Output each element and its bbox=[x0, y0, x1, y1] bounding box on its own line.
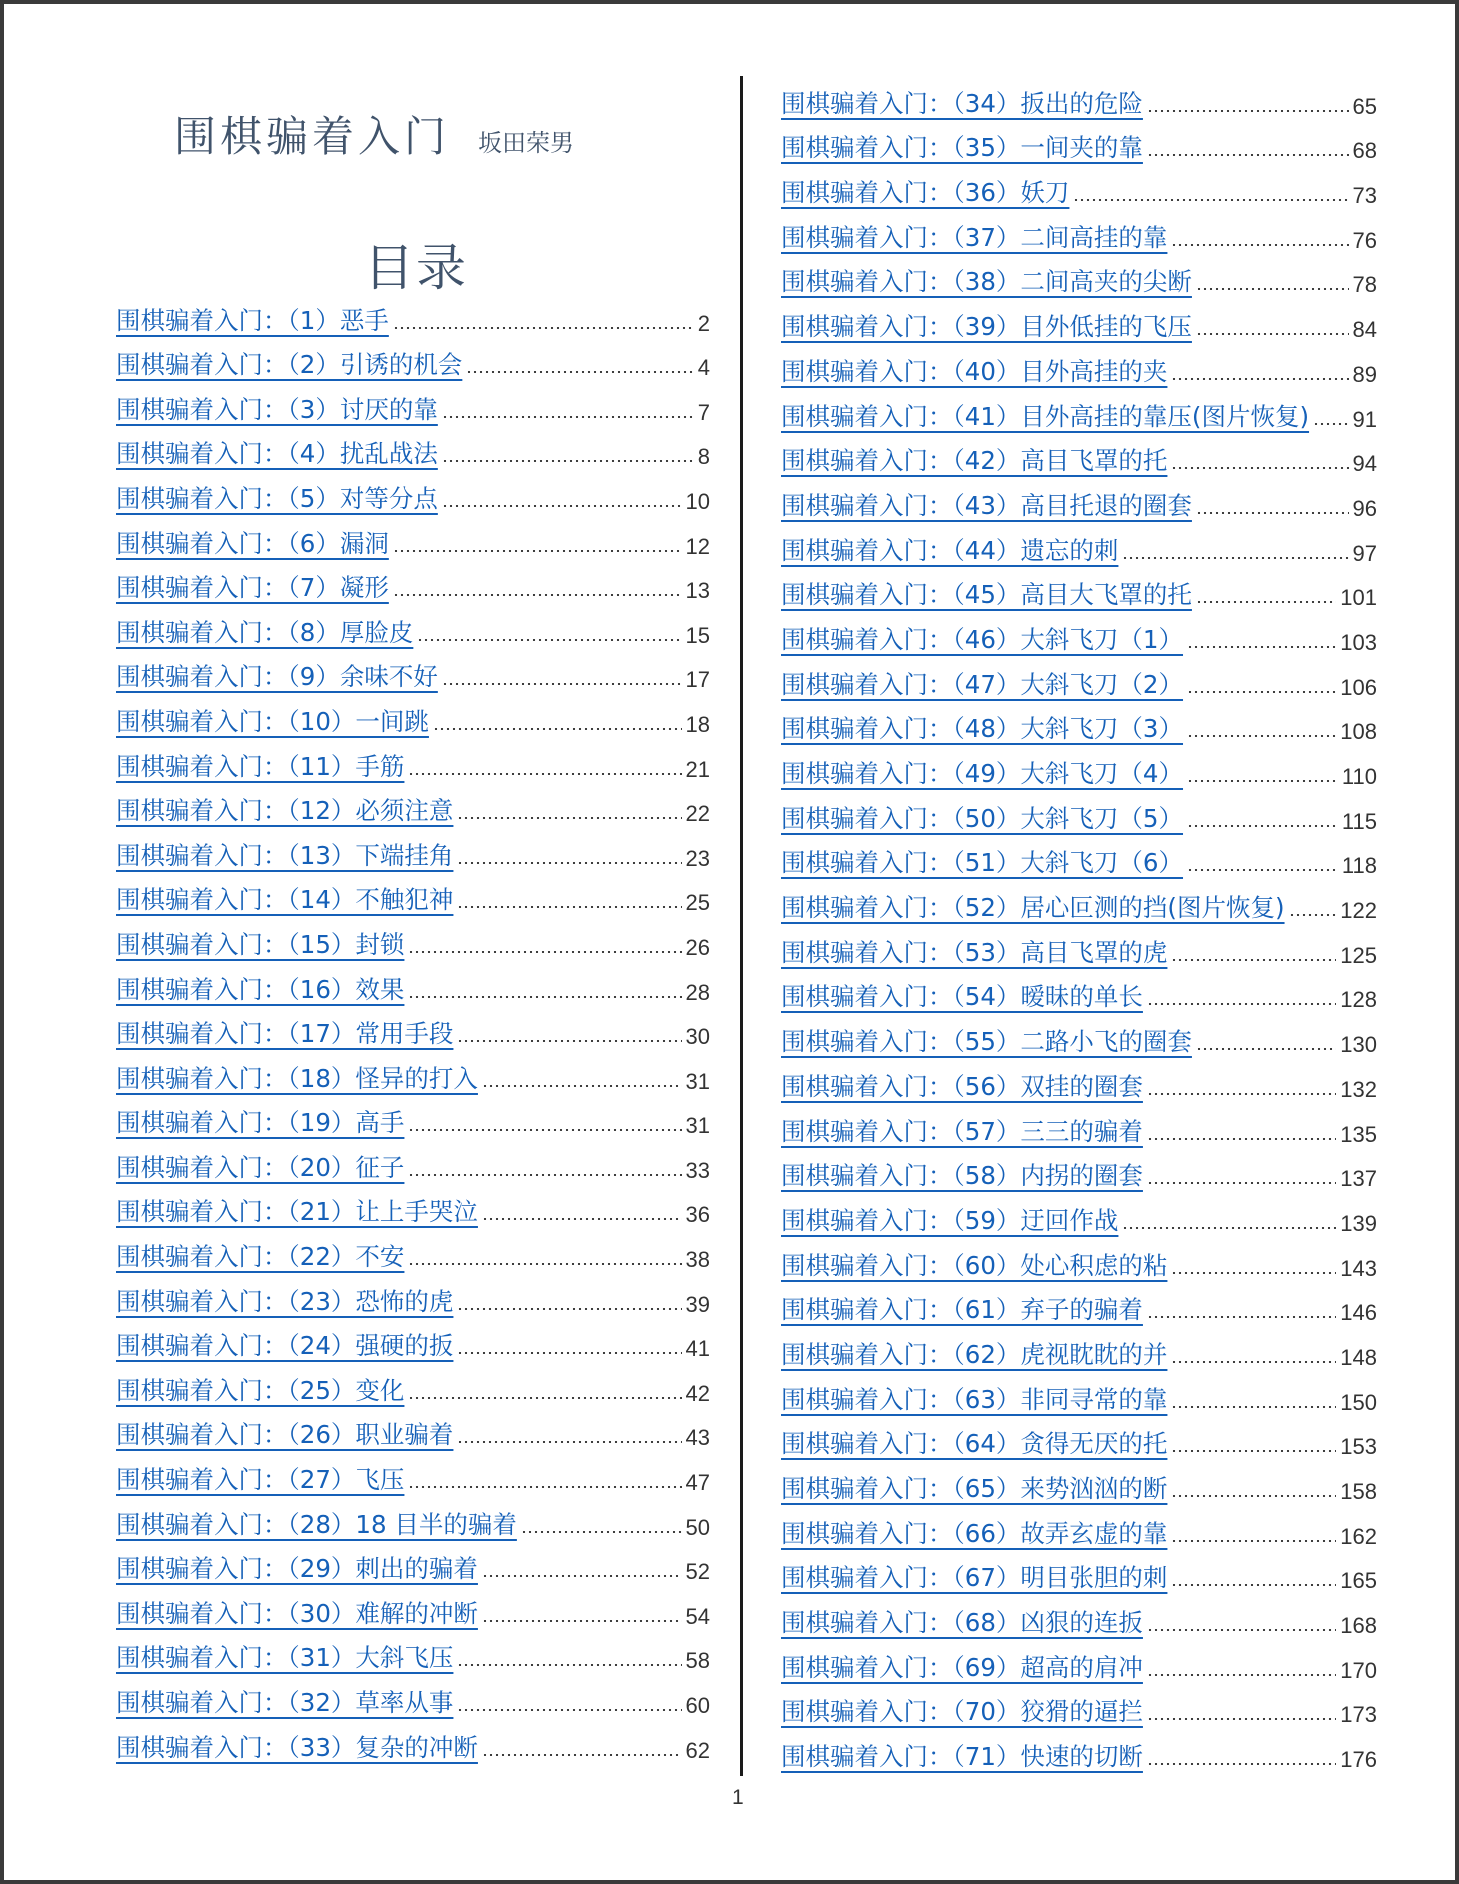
toc-entry-link[interactable]: 围棋骗着入门：（21）让上手哭泣 bbox=[116, 1197, 478, 1227]
toc-page-number: 94 bbox=[1352, 451, 1377, 477]
toc-entry-link[interactable]: 围棋骗着入门：（36）妖刀 bbox=[781, 178, 1070, 208]
toc-page-number: 39 bbox=[685, 1291, 710, 1317]
title-block bbox=[4, 104, 744, 164]
toc-entry bbox=[116, 1320, 710, 1365]
toc-entry bbox=[781, 524, 1377, 569]
toc-entry bbox=[116, 785, 710, 830]
toc-entry-link[interactable]: 围棋骗着入门：（25）变化 bbox=[116, 1375, 405, 1405]
toc-page-number: 2 bbox=[697, 310, 710, 336]
toc-page-number: 52 bbox=[685, 1559, 710, 1585]
toc-entry bbox=[116, 339, 710, 384]
toc-entry bbox=[116, 1141, 710, 1186]
toc-page-number: 76 bbox=[1352, 227, 1377, 253]
toc-entry bbox=[781, 703, 1377, 748]
toc-page-number: 135 bbox=[1340, 1121, 1377, 1147]
toc-entry bbox=[781, 256, 1377, 301]
toc-page-number: 153 bbox=[1340, 1434, 1377, 1460]
dot-leader bbox=[408, 1129, 681, 1131]
toc-entry bbox=[781, 881, 1377, 926]
dot-leader bbox=[457, 817, 681, 819]
toc-heading: 目录 bbox=[364, 239, 468, 297]
toc-page-number: 30 bbox=[685, 1024, 710, 1050]
toc-left-column bbox=[116, 294, 710, 1766]
toc-entry-link[interactable]: 围棋骗着入门：（11）手筋 bbox=[116, 751, 405, 781]
toc-page-number: 106 bbox=[1340, 674, 1377, 700]
document-page bbox=[4, 4, 1455, 1880]
dot-leader bbox=[1171, 959, 1336, 961]
toc-entry-link[interactable]: 围棋骗着入门：（64）贪得无厌的托 bbox=[781, 1429, 1168, 1459]
toc-entry-link[interactable]: 围棋骗着入门：（8）厚脸皮 bbox=[116, 617, 414, 647]
toc-entry-link[interactable]: 围棋骗着入门：（34）扳出的危险 bbox=[781, 88, 1143, 118]
toc-entry bbox=[116, 1632, 710, 1677]
toc-entry bbox=[781, 837, 1377, 882]
toc-entry-link[interactable]: 围棋骗着入门：（50）大斜飞刀（5） bbox=[781, 803, 1184, 833]
toc-page-number: 143 bbox=[1340, 1255, 1377, 1281]
toc-page-number: 17 bbox=[685, 667, 710, 693]
toc-entry-link[interactable]: 围棋骗着入门：（66）故弄玄虚的靠 bbox=[781, 1518, 1168, 1548]
dot-leader bbox=[1147, 1003, 1336, 1005]
toc-page-number: 12 bbox=[685, 533, 710, 559]
dot-leader bbox=[1147, 1182, 1336, 1184]
toc-entry bbox=[116, 1409, 710, 1454]
toc-page-number: 139 bbox=[1340, 1210, 1377, 1236]
dot-leader bbox=[1187, 780, 1338, 782]
dot-leader bbox=[1073, 199, 1348, 201]
toc-page-number: 25 bbox=[685, 890, 710, 916]
toc-page-number: 103 bbox=[1340, 629, 1377, 655]
toc-page-number: 170 bbox=[1340, 1657, 1377, 1683]
toc-page-number: 43 bbox=[685, 1425, 710, 1451]
dot-leader bbox=[482, 1620, 682, 1622]
toc-entry-link[interactable]: 围棋骗着入门：（63）非同寻常的靠 bbox=[781, 1384, 1168, 1414]
dot-leader bbox=[457, 1664, 681, 1666]
dot-leader bbox=[1196, 288, 1349, 290]
dot-leader bbox=[1289, 914, 1337, 916]
toc-page-number: 176 bbox=[1340, 1747, 1377, 1773]
toc-page-number: 132 bbox=[1340, 1076, 1377, 1102]
toc-entry bbox=[781, 1105, 1377, 1150]
toc-entry-link[interactable]: 围棋骗着入门：（57）三三的骗着 bbox=[781, 1116, 1143, 1146]
toc-entry-link[interactable]: 围棋骗着入门：（3）讨厌的靠 bbox=[116, 394, 438, 424]
dot-leader bbox=[442, 683, 682, 685]
toc-page-number: 8 bbox=[697, 444, 710, 470]
toc-page-number: 115 bbox=[1341, 808, 1377, 834]
toc-entry bbox=[781, 658, 1377, 703]
toc-entry-link[interactable]: 围棋骗着入门：（6）漏洞 bbox=[116, 528, 389, 558]
toc-entry bbox=[116, 1186, 710, 1231]
toc-entry bbox=[116, 651, 710, 696]
toc-entry-link[interactable]: 围棋骗着入门：（26）职业骗着 bbox=[116, 1420, 454, 1450]
toc-entry-link[interactable]: 围棋骗着入门：（28）18 目半的骗着 bbox=[116, 1509, 517, 1539]
toc-page-number: 125 bbox=[1340, 942, 1377, 968]
dot-leader bbox=[1187, 825, 1338, 827]
toc-entry-link[interactable]: 围棋骗着入门：（45）高目大飞罩的托 bbox=[781, 580, 1192, 610]
toc-entry bbox=[116, 517, 710, 562]
toc-entry bbox=[781, 569, 1377, 614]
toc-entry bbox=[781, 792, 1377, 837]
toc-entry bbox=[116, 1364, 710, 1409]
toc-entry bbox=[116, 1498, 710, 1543]
toc-page-number: 148 bbox=[1340, 1344, 1377, 1370]
toc-entry bbox=[116, 1676, 710, 1721]
toc-entry-link[interactable]: 围棋骗着入门：（16）效果 bbox=[116, 974, 405, 1004]
dot-leader bbox=[457, 1308, 681, 1310]
toc-page-number: 60 bbox=[685, 1693, 710, 1718]
toc-entry-link[interactable]: 围棋骗着入门：（43）高目托退的圈套 bbox=[781, 490, 1192, 520]
toc-page-number: 15 bbox=[685, 622, 710, 648]
toc-entry-link[interactable]: 围棋骗着入门：（69）超高的肩冲 bbox=[781, 1652, 1143, 1682]
toc-page-number: 38 bbox=[685, 1247, 710, 1273]
toc-page-number: 146 bbox=[1340, 1300, 1377, 1326]
dot-leader bbox=[1171, 1584, 1336, 1586]
toc-entry-link[interactable]: 围棋骗着入门：（2）引诱的机会 bbox=[116, 350, 463, 380]
toc-page-number: 21 bbox=[685, 756, 710, 782]
dot-leader bbox=[393, 327, 694, 329]
dot-leader bbox=[1187, 869, 1338, 871]
toc-entry-link[interactable]: 围棋骗着入门：（5）对等分点 bbox=[116, 483, 438, 513]
toc-entry-link[interactable]: 围棋骗着入门：（32）草率从事 bbox=[116, 1688, 454, 1717]
toc-entry bbox=[781, 1015, 1377, 1060]
dot-leader bbox=[442, 460, 694, 462]
dot-leader bbox=[1171, 1495, 1336, 1497]
dot-leader bbox=[1171, 1361, 1336, 1363]
toc-page-number: 162 bbox=[1340, 1523, 1377, 1549]
dot-leader bbox=[457, 1441, 681, 1443]
toc-entry-link[interactable]: 围棋骗着入门：（7）凝形 bbox=[116, 573, 389, 603]
toc-entry-link[interactable]: 围棋骗着入门：（71）快速的切断 bbox=[781, 1742, 1143, 1772]
dot-leader bbox=[1196, 601, 1336, 603]
dot-leader bbox=[1171, 1272, 1336, 1274]
toc-entry bbox=[781, 1328, 1377, 1373]
dot-leader bbox=[393, 550, 682, 552]
toc-entry-link[interactable]: 围棋骗着入门：（62）虎视眈眈的并 bbox=[781, 1339, 1168, 1369]
dot-leader bbox=[1187, 735, 1336, 737]
toc-entry-link[interactable]: 围棋骗着入门：（22）不安 bbox=[116, 1242, 405, 1272]
toc-page-number: 58 bbox=[685, 1648, 710, 1674]
dot-leader bbox=[1147, 110, 1349, 112]
dot-leader bbox=[1147, 1718, 1336, 1720]
toc-entry bbox=[781, 77, 1377, 122]
toc-entry-link[interactable]: 围棋骗着入门：（20）征子 bbox=[116, 1152, 405, 1182]
toc-entry-link[interactable]: 围棋骗着入门：（29）刺出的骗着 bbox=[116, 1554, 478, 1584]
dot-leader bbox=[408, 1174, 681, 1176]
toc-entry bbox=[781, 1150, 1377, 1195]
toc-entry bbox=[116, 963, 710, 1008]
toc-entry-link[interactable]: 围棋骗着入门：（61）弃子的骗着 bbox=[781, 1295, 1143, 1325]
toc-entry-link[interactable]: 围棋骗着入门：（58）内拐的圈套 bbox=[781, 1161, 1143, 1191]
toc-entry-link[interactable]: 围棋骗着入门：（23）恐怖的虎 bbox=[116, 1286, 454, 1316]
toc-page-number: 73 bbox=[1352, 183, 1377, 209]
toc-entry-link[interactable]: 围棋骗着入门：（30）难解的冲断 bbox=[116, 1598, 478, 1628]
dot-leader bbox=[1313, 423, 1348, 425]
toc-page-number: 168 bbox=[1340, 1613, 1377, 1639]
toc-entry bbox=[116, 383, 710, 428]
dot-leader bbox=[482, 1754, 682, 1756]
toc-page-number: 41 bbox=[685, 1336, 710, 1362]
toc-page-number: 13 bbox=[685, 578, 710, 604]
dot-leader bbox=[1171, 1406, 1336, 1408]
toc-entry-link[interactable]: 围棋骗着入门：（1）恶手 bbox=[116, 305, 389, 335]
toc-entry bbox=[781, 1239, 1377, 1284]
toc-entry bbox=[781, 435, 1377, 480]
dot-leader bbox=[408, 1397, 681, 1399]
toc-entry bbox=[116, 740, 710, 785]
toc-page-number: 68 bbox=[1352, 138, 1377, 164]
dot-leader bbox=[482, 1575, 682, 1577]
toc-page-number: 130 bbox=[1340, 1032, 1377, 1058]
dot-leader bbox=[466, 371, 693, 373]
dot-leader bbox=[482, 1085, 682, 1087]
toc-entry bbox=[116, 1587, 710, 1632]
toc-entry-link[interactable]: 围棋骗着入门：（54）暧昧的单长 bbox=[781, 982, 1143, 1012]
toc-page-number: 78 bbox=[1352, 272, 1377, 298]
toc-entry bbox=[781, 1507, 1377, 1552]
toc-page-number: 28 bbox=[685, 979, 710, 1005]
toc-entry-link[interactable]: 围棋骗着入门：（67）明目张胆的刺 bbox=[781, 1563, 1168, 1593]
dot-leader bbox=[1147, 1138, 1336, 1140]
toc-entry bbox=[116, 1721, 710, 1766]
toc-entry bbox=[116, 1275, 710, 1320]
toc-page-number: 101 bbox=[1340, 585, 1377, 611]
dot-leader bbox=[1147, 1093, 1336, 1095]
dot-leader bbox=[457, 1040, 681, 1042]
toc-entry-link[interactable]: 围棋骗着入门：（48）大斜飞刀（3） bbox=[781, 714, 1184, 744]
toc-entry-link[interactable]: 围棋骗着入门：（59）迂回作战 bbox=[781, 1205, 1119, 1235]
dot-leader bbox=[393, 594, 682, 596]
dot-leader bbox=[1171, 467, 1348, 469]
toc-entry bbox=[781, 1418, 1377, 1463]
dot-leader bbox=[457, 862, 681, 864]
dot-leader bbox=[1147, 1674, 1336, 1676]
toc-entry bbox=[781, 1373, 1377, 1418]
toc-entry-link[interactable]: 围棋骗着入门：（10）一间跳 bbox=[116, 706, 429, 736]
toc-entry-link[interactable]: 围棋骗着入门：（13）下端挂角 bbox=[116, 840, 454, 870]
toc-page-number: 36 bbox=[685, 1202, 710, 1228]
toc-page-number: 173 bbox=[1340, 1702, 1377, 1728]
toc-entry-link[interactable]: 围棋骗着入门：（41）目外高挂的靠压(图片恢复) bbox=[781, 401, 1310, 431]
toc-entry bbox=[781, 1194, 1377, 1239]
dot-leader bbox=[1171, 1450, 1336, 1452]
toc-entry-link[interactable]: 围棋骗着入门：（27）飞压 bbox=[116, 1465, 405, 1495]
toc-entry bbox=[781, 971, 1377, 1016]
toc-entry bbox=[116, 562, 710, 607]
toc-entry bbox=[781, 1596, 1377, 1641]
toc-entry-link[interactable]: 围棋骗着入门：（60）处心积虑的粘 bbox=[781, 1250, 1168, 1280]
column-divider bbox=[740, 76, 743, 1776]
dot-leader bbox=[1147, 1629, 1336, 1631]
dot-leader bbox=[482, 1218, 682, 1220]
toc-entry bbox=[781, 390, 1377, 435]
toc-entry bbox=[781, 345, 1377, 390]
dot-leader bbox=[433, 728, 682, 730]
dot-leader bbox=[442, 416, 694, 418]
toc-entry-link[interactable]: 围棋骗着入门：（55）二路小飞的圈套 bbox=[781, 1027, 1192, 1057]
toc-entry-link[interactable]: 围棋骗着入门：（19）高手 bbox=[116, 1108, 405, 1138]
toc-entry-link[interactable]: 围棋骗着入门：（15）封锁 bbox=[116, 929, 405, 959]
toc-entry bbox=[781, 300, 1377, 345]
toc-page-number: 47 bbox=[685, 1470, 710, 1496]
toc-page-number: 18 bbox=[685, 711, 710, 737]
toc-page-number: 26 bbox=[685, 934, 710, 960]
dot-leader bbox=[457, 1352, 681, 1354]
page-number: 1 bbox=[732, 1786, 744, 1809]
toc-page-number: 118 bbox=[1341, 853, 1377, 879]
dot-leader bbox=[408, 996, 681, 998]
toc-entry bbox=[116, 1543, 710, 1588]
dot-leader bbox=[408, 951, 681, 953]
toc-page-number: 137 bbox=[1340, 1166, 1377, 1192]
toc-page-number: 4 bbox=[697, 355, 710, 381]
dot-leader bbox=[1187, 646, 1336, 648]
dot-leader bbox=[408, 1263, 681, 1265]
toc-entry-link[interactable]: 围棋骗着入门：（49）大斜飞刀（4） bbox=[781, 759, 1184, 788]
dot-leader bbox=[1171, 244, 1348, 246]
dot-leader bbox=[1196, 1048, 1336, 1050]
toc-entry bbox=[781, 1730, 1377, 1775]
toc-entry-link[interactable]: 围棋骗着入门：（18）怪异的打入 bbox=[116, 1063, 478, 1093]
dot-leader bbox=[408, 773, 681, 775]
toc-entry-link[interactable]: 围棋骗着入门：（35）一间夹的靠 bbox=[781, 133, 1143, 163]
toc-page-number: 23 bbox=[685, 845, 710, 871]
toc-page-number: 7 bbox=[697, 399, 710, 425]
toc-entry-link[interactable]: 围棋骗着入门：（70）狡猾的逼拦 bbox=[781, 1697, 1143, 1727]
toc-page-number: 128 bbox=[1340, 987, 1377, 1013]
toc-page-number: 54 bbox=[685, 1603, 710, 1629]
dot-leader bbox=[1147, 1316, 1336, 1318]
toc-entry-link[interactable]: 围棋骗着入门：（39）目外低挂的飞压 bbox=[781, 312, 1192, 342]
toc-page-number: 89 bbox=[1352, 361, 1377, 387]
toc-page-number: 22 bbox=[685, 801, 710, 827]
dot-leader bbox=[1122, 557, 1348, 559]
toc-entry bbox=[781, 122, 1377, 167]
toc-entry bbox=[116, 1230, 710, 1275]
toc-entry bbox=[781, 926, 1377, 971]
dot-leader bbox=[457, 906, 681, 908]
toc-page-number: 158 bbox=[1340, 1479, 1377, 1504]
toc-entry bbox=[116, 1453, 710, 1498]
toc-entry-link[interactable]: 围棋骗着入门：（9）余味不好 bbox=[116, 662, 438, 692]
dot-leader bbox=[442, 505, 682, 507]
toc-page-number: 150 bbox=[1340, 1389, 1377, 1415]
toc-entry bbox=[116, 428, 710, 473]
toc-entry bbox=[781, 166, 1377, 211]
toc-entry bbox=[781, 1284, 1377, 1329]
toc-page-number: 50 bbox=[685, 1514, 710, 1540]
toc-entry bbox=[781, 613, 1377, 658]
toc-entry-link[interactable]: 围棋骗着入门：（33）复杂的冲断 bbox=[116, 1732, 478, 1762]
dot-leader bbox=[408, 1486, 681, 1488]
toc-entry-link[interactable]: 围棋骗着入门：（38）二间高夹的尖断 bbox=[781, 267, 1192, 297]
toc-page-number: 31 bbox=[685, 1113, 710, 1139]
toc-entry-link[interactable]: 围棋骗着入门：（53）高目飞罩的虎 bbox=[781, 937, 1168, 967]
toc-entry-link[interactable]: 围棋骗着入门：（14）不触犯神 bbox=[116, 885, 454, 915]
toc-entry bbox=[116, 1097, 710, 1142]
toc-page-number: 122 bbox=[1340, 898, 1377, 924]
toc-entry bbox=[781, 479, 1377, 524]
dot-leader bbox=[1196, 512, 1349, 514]
toc-entry bbox=[781, 1552, 1377, 1597]
toc-entry bbox=[116, 874, 710, 919]
toc-entry bbox=[116, 918, 710, 963]
dot-leader bbox=[1171, 1540, 1336, 1542]
toc-entry bbox=[116, 472, 710, 517]
author-name: 坂田荣男 bbox=[478, 129, 574, 157]
toc-entry bbox=[781, 211, 1377, 256]
toc-entry bbox=[116, 695, 710, 740]
toc-entry bbox=[781, 1060, 1377, 1105]
toc-entry bbox=[116, 829, 710, 874]
dot-leader bbox=[1147, 154, 1349, 156]
toc-page-number: 110 bbox=[1341, 764, 1377, 789]
dot-leader bbox=[521, 1531, 682, 1533]
toc-entry-link[interactable]: 围棋骗着入门：（17）常用手段 bbox=[116, 1019, 454, 1049]
toc-entry bbox=[116, 294, 710, 339]
toc-page-number: 31 bbox=[685, 1068, 710, 1094]
toc-entry bbox=[116, 1052, 710, 1097]
toc-entry-link[interactable]: 围棋骗着入门：（12）必须注意 bbox=[116, 796, 454, 826]
dot-leader bbox=[1171, 378, 1348, 380]
toc-entry-link[interactable]: 围棋骗着入门：（31）大斜飞压 bbox=[116, 1643, 454, 1673]
toc-entry bbox=[116, 1008, 710, 1053]
dot-leader bbox=[457, 1709, 681, 1711]
toc-page-number: 108 bbox=[1340, 719, 1377, 745]
toc-entry bbox=[116, 606, 710, 651]
dot-leader bbox=[1122, 1227, 1336, 1229]
toc-page-number: 42 bbox=[685, 1380, 710, 1406]
toc-entry bbox=[781, 747, 1377, 792]
dot-leader bbox=[1196, 333, 1349, 335]
toc-page-number: 84 bbox=[1352, 317, 1377, 343]
dot-leader bbox=[1147, 1763, 1336, 1765]
toc-entry-link[interactable]: 围棋骗着入门：（37）二间高挂的靠 bbox=[781, 222, 1168, 252]
toc-entry-link[interactable]: 围棋骗着入门：（44）遗忘的刺 bbox=[781, 535, 1119, 565]
toc-entry bbox=[781, 1462, 1377, 1507]
toc-entry-link[interactable]: 围棋骗着入门：（24）强硬的扳 bbox=[116, 1331, 454, 1361]
toc-right-column bbox=[781, 77, 1377, 1775]
toc-page-number: 62 bbox=[685, 1737, 710, 1763]
toc-page-number: 91 bbox=[1352, 406, 1377, 432]
toc-page-number: 97 bbox=[1352, 540, 1377, 566]
toc-entry bbox=[781, 1641, 1377, 1686]
dot-leader bbox=[417, 639, 681, 641]
toc-entry-link[interactable]: 围棋骗着入门：（65）来势汹汹的断 bbox=[781, 1474, 1168, 1503]
toc-page-number: 10 bbox=[685, 488, 710, 514]
toc-entry-link[interactable]: 围棋骗着入门：（47）大斜飞刀（2） bbox=[781, 669, 1184, 699]
toc-page-number: 165 bbox=[1340, 1568, 1377, 1594]
toc-page-number: 65 bbox=[1352, 93, 1377, 119]
toc-entry-link[interactable]: 围棋骗着入门：（46）大斜飞刀（1） bbox=[781, 624, 1184, 654]
toc-entry-link[interactable]: 围棋骗着入门：（42）高目飞罩的托 bbox=[781, 446, 1168, 476]
toc-page-number: 96 bbox=[1352, 495, 1377, 521]
toc-entry-link[interactable]: 围棋骗着入门：（51）大斜飞刀（6） bbox=[781, 848, 1184, 878]
toc-entry-link[interactable]: 围棋骗着入门：（52）居心叵测的挡(图片恢复) bbox=[781, 893, 1285, 923]
toc-page-number: 33 bbox=[685, 1157, 710, 1183]
toc-entry bbox=[781, 1686, 1377, 1731]
book-title: 围棋骗着入门 bbox=[173, 112, 450, 161]
toc-entry-link[interactable]: 围棋骗着入门：（4）扰乱战法 bbox=[116, 439, 438, 469]
toc-entry-link[interactable]: 围棋骗着入门：（56）双挂的圈套 bbox=[781, 1071, 1143, 1101]
toc-entry-link[interactable]: 围棋骗着入门：（68）凶狠的连扳 bbox=[781, 1608, 1143, 1638]
dot-leader bbox=[1187, 691, 1336, 693]
toc-entry-link[interactable]: 围棋骗着入门：（40）目外高挂的夹 bbox=[781, 356, 1168, 386]
